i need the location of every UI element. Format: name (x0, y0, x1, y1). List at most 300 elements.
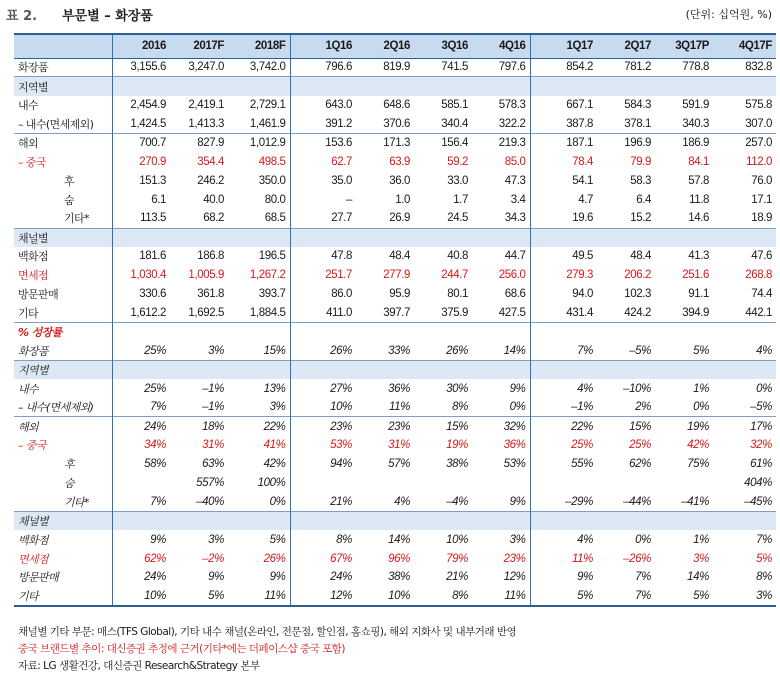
table-cell: 80.0 (228, 190, 290, 209)
column-header: 1Q17 (530, 34, 597, 58)
table-cell (414, 322, 472, 341)
table-cell: –40% (196, 495, 224, 508)
table-cell (356, 228, 414, 247)
table-cell (414, 474, 472, 493)
table-cell: 7% (756, 533, 772, 546)
table-cell (597, 360, 655, 379)
table-cell (356, 322, 414, 341)
table-cell (170, 228, 228, 247)
table-row (14, 474, 776, 493)
table-cell: 10% (112, 587, 170, 606)
table-cell (655, 228, 713, 247)
table-cell: –1% (571, 401, 593, 414)
table-cell: 30% (446, 382, 468, 395)
table-cell: 498.5 (228, 152, 290, 171)
table-cell: 25% (571, 439, 593, 452)
table-cell: 3.4 (472, 190, 530, 209)
table-cell: 38% (388, 571, 410, 584)
table-cell: 8% (336, 533, 352, 546)
table-cell: 584.3 (624, 99, 651, 112)
table-cell: 9% (472, 379, 530, 398)
table-cell: 1.0 (395, 193, 410, 206)
table-cell: 11% (572, 552, 593, 565)
table-cell: 4.7 (578, 193, 593, 206)
table-cell: 36% (472, 436, 530, 455)
column-header: 3Q16 (414, 34, 472, 58)
financial-table (14, 33, 776, 607)
table-cell: 187.1 (530, 134, 597, 153)
table-cell: 4% (577, 382, 593, 395)
table-cell: 1,030.4 (130, 269, 166, 282)
table-cell: 1,012.9 (228, 134, 290, 153)
table-cell: 3,742.0 (228, 58, 290, 77)
table-cell: 5% (530, 587, 597, 606)
table-cell: 643.0 (325, 99, 352, 112)
table-cell: 387.8 (566, 117, 593, 130)
table-cell: 14% (472, 341, 530, 360)
table-cell: 1,461.9 (228, 115, 290, 134)
table-cell: 22% (530, 417, 597, 436)
table-cell: 246.2 (197, 174, 224, 187)
table-cell: 24% (330, 571, 352, 584)
table-cell: 251.7 (325, 269, 352, 282)
table-cell: 94% (330, 458, 352, 471)
table-cell: 171.3 (356, 134, 414, 153)
table-cell: 57% (388, 458, 410, 471)
table-title: 부문별 – 화장품 (62, 9, 153, 24)
table-row (14, 492, 776, 511)
row-label: 숨 (14, 190, 112, 209)
table-cell (356, 474, 414, 493)
footnotes (18, 624, 778, 675)
table-cell (228, 360, 290, 379)
table-cell (530, 511, 597, 530)
table-cell: 0% (472, 398, 530, 417)
table-cell: 3% (208, 344, 224, 357)
table-cell: 80.1 (447, 288, 468, 301)
table-cell: 181.6 (139, 250, 166, 263)
table-cell: 361.8 (197, 288, 224, 301)
table-cell: 27.7 (331, 212, 352, 225)
table-cell (356, 511, 414, 530)
table-cell: 10% (446, 533, 468, 546)
table-cell: 78.4 (572, 155, 593, 168)
table-cell: –45% (744, 495, 772, 508)
table-cell: 5% (693, 344, 709, 357)
table-cell (655, 322, 713, 341)
row-label: 백화점 (14, 247, 112, 266)
table-cell: 34.3 (472, 209, 530, 228)
table-cell: 67% (330, 552, 352, 565)
table-cell (112, 322, 170, 341)
row-label: 방문판매 (14, 285, 112, 304)
table-cell: 219.3 (472, 134, 530, 153)
table-cell: 1,424.5 (130, 117, 166, 130)
table-cell: 42% (687, 439, 709, 452)
table-cell (290, 228, 356, 247)
table-cell: 5% (655, 587, 713, 606)
table-cell: 33.0 (447, 174, 468, 187)
column-header: 2018F (228, 34, 290, 58)
table-row (14, 417, 776, 436)
table-cell: 442.1 (745, 306, 772, 319)
table-row (14, 455, 776, 474)
table-cell: 330.6 (139, 288, 166, 301)
table-cell: 32% (750, 439, 772, 452)
table-cell: 24.5 (447, 212, 468, 225)
table-cell: 9% (577, 571, 593, 584)
table-cell: 397.7 (383, 306, 410, 319)
column-header: 3Q17P (655, 34, 713, 58)
table-cell (112, 474, 170, 493)
table-cell: 15% (597, 417, 655, 436)
table-cell (414, 511, 472, 530)
table-cell: 36.0 (389, 174, 410, 187)
table-cell: 6.4 (636, 193, 651, 206)
table-cell: 26% (228, 549, 290, 568)
table-cell: 55% (571, 458, 593, 471)
table-cell: 153.6 (290, 134, 356, 153)
table-cell: 797.6 (472, 58, 530, 77)
table-row (14, 398, 776, 417)
table-cell: 393.7 (228, 285, 290, 304)
table-cell: 3,155.6 (130, 61, 166, 74)
table-cell: 47.8 (331, 250, 352, 263)
table-row (14, 209, 776, 228)
table-row (14, 436, 776, 455)
table-cell: 15% (228, 341, 290, 360)
table-cell: 102.3 (624, 288, 651, 301)
table-cell: 575.8 (745, 99, 772, 112)
table-cell: –41% (681, 495, 709, 508)
table-cell: 22% (228, 417, 290, 436)
table-cell: 1% (693, 382, 709, 395)
table-cell: 53% (472, 455, 530, 474)
table-cell: 27% (330, 382, 352, 395)
table-cell: 96% (388, 552, 410, 565)
table-cell: 11% (389, 401, 410, 414)
table-cell (655, 474, 713, 493)
table-cell: 375.9 (441, 306, 468, 319)
table-cell: 59.2 (447, 155, 468, 168)
table-cell: 0% (635, 533, 651, 546)
table-cell: 350.0 (228, 171, 290, 190)
table-cell: 7% (635, 571, 651, 584)
table-cell: 85.0 (472, 152, 530, 171)
table-cell: 11% (472, 587, 530, 606)
table-cell (597, 511, 655, 530)
table-cell: 3% (713, 587, 776, 606)
table-cell: 1,005.9 (188, 269, 224, 282)
table-cell (472, 77, 530, 96)
table-cell: 17.1 (751, 193, 772, 206)
table-cell: 3,247.0 (188, 61, 224, 74)
table-cell: 75% (687, 458, 709, 471)
table-cell: 95.9 (389, 288, 410, 301)
column-header: 2017F (170, 34, 228, 58)
table-cell: 307.0 (745, 117, 772, 130)
table-cell: –1% (202, 382, 224, 395)
table-cell: 0% (693, 401, 709, 414)
table-cell (170, 77, 228, 96)
row-label: 후 (14, 455, 112, 474)
table-cell: –26% (623, 552, 651, 565)
table-cell: 41% (228, 436, 290, 455)
table-cell: 0% (756, 382, 772, 395)
table-cell: 15% (414, 417, 472, 436)
row-label: 백화점 (14, 530, 112, 549)
table-cell: 10% (356, 587, 414, 606)
table-cell (170, 360, 228, 379)
table-cell: 206.2 (624, 269, 651, 282)
table-cell: 7% (150, 495, 166, 508)
table-cell: –1% (202, 401, 224, 414)
table-cell: 3% (472, 530, 530, 549)
table-cell: 62% (629, 458, 651, 471)
table-row (14, 58, 776, 77)
table-row (14, 134, 776, 153)
table-row (14, 152, 776, 171)
row-label: % 성장률 (14, 322, 112, 341)
table-cell: 1% (693, 533, 709, 546)
table-cell (290, 511, 356, 530)
footnote-line: 채널별 기타 부문: 매스(TFS Global), 기타 내수 채널(온라인, 전문점, 할인점, 홈쇼핑), 해외 지화사 및 내부거래 반영 (18, 626, 517, 638)
table-cell: 3% (208, 533, 224, 546)
table-cell: 557% (196, 477, 224, 490)
table-cell: 44.7 (472, 247, 530, 266)
table-cell: 100% (228, 474, 290, 493)
table-cell: 17% (713, 417, 776, 436)
table-cell: 57.8 (688, 174, 709, 187)
table-cell: 424.2 (624, 306, 651, 319)
table-cell: 340.3 (682, 117, 709, 130)
table-cell: 394.9 (682, 306, 709, 319)
table-row (14, 96, 776, 115)
table-cell: 25% (629, 439, 651, 452)
row-label: 기타 (14, 304, 112, 323)
table-cell: 76.0 (751, 174, 772, 187)
table-cell: 819.9 (383, 61, 410, 74)
table-number: 표 2. (6, 9, 38, 24)
table-cell: 24% (112, 417, 170, 436)
table-cell: 19% (446, 439, 468, 452)
table-cell: 31% (388, 439, 410, 452)
table-cell: 48.4 (630, 250, 651, 263)
table-cell: 431.4 (566, 306, 593, 319)
table-cell: 31% (202, 439, 224, 452)
table-cell (112, 360, 170, 379)
table-cell: 53% (330, 439, 352, 452)
table-cell: 36% (388, 382, 410, 395)
table-row (14, 379, 776, 398)
row-label: 기타 (14, 587, 112, 606)
table-cell: 10% (330, 401, 352, 414)
title-bar (0, 0, 780, 30)
column-header: 2Q16 (356, 34, 414, 58)
table-cell: 1.7 (453, 193, 468, 206)
table-cell: 23% (472, 549, 530, 568)
table-cell: 86.0 (331, 288, 352, 301)
table-cell: 578.3 (472, 96, 530, 115)
table-cell: 41.3 (688, 250, 709, 263)
header-label-cell (14, 34, 112, 58)
row-label: 내수 (14, 96, 112, 115)
table-row (14, 190, 776, 209)
table-cell: 7% (150, 401, 166, 414)
table-cell (356, 77, 414, 96)
table-cell: 24% (144, 571, 166, 584)
table-row (14, 549, 776, 568)
section-row (14, 360, 776, 379)
table-cell: 8% (414, 587, 472, 606)
table-cell: 832.8 (745, 61, 772, 74)
table-cell (228, 77, 290, 96)
table-row (14, 285, 776, 304)
table-cell: –44% (623, 495, 651, 508)
row-label: 내수 (14, 379, 112, 398)
row-label: 화장품 (14, 341, 112, 360)
table-cell (655, 77, 713, 96)
table-cell: 84.1 (688, 155, 709, 168)
table-cell (472, 228, 530, 247)
table-cell: 277.9 (383, 269, 410, 282)
table-cell: 94.0 (572, 288, 593, 301)
table-cell (228, 511, 290, 530)
table-cell: 370.6 (383, 117, 410, 130)
table-cell: 3% (693, 552, 709, 565)
table-cell: 42% (228, 455, 290, 474)
row-label: 화장품 (14, 58, 112, 77)
table-cell: 68.6 (472, 285, 530, 304)
table-cell (472, 511, 530, 530)
table-cell: – (346, 193, 352, 206)
table-cell: 2% (635, 401, 651, 414)
table-cell: 427.5 (472, 304, 530, 323)
table-cell: 378.1 (624, 117, 651, 130)
table-cell: 113.5 (140, 212, 166, 225)
table-cell: 186.8 (197, 250, 224, 263)
table-cell: 2,729.1 (228, 96, 290, 115)
table-cell (713, 228, 776, 247)
table-cell: 354.4 (197, 155, 224, 168)
table-cell (414, 77, 472, 96)
table-cell: 585.1 (441, 99, 468, 112)
row-label: – 중국 (14, 436, 112, 455)
table-cell: 19.6 (572, 212, 593, 225)
table-cell: 4% (394, 495, 410, 508)
table-cell: 34% (144, 439, 166, 452)
unit-label: (단위: 십억원, %) (685, 8, 772, 21)
table-cell (290, 322, 356, 341)
table-cell: 700.7 (112, 134, 170, 153)
table-cell: 7% (577, 344, 593, 357)
table-cell: 33% (388, 344, 410, 357)
table-cell: 186.9 (655, 134, 713, 153)
table-cell: 251.6 (682, 269, 709, 282)
table-cell: 9% (208, 571, 224, 584)
table-cell: 741.5 (441, 61, 468, 74)
section-row (14, 77, 776, 96)
row-label: – 내수(면세제외) (14, 115, 112, 134)
table-row (14, 568, 776, 587)
row-label: 면세점 (14, 549, 112, 568)
row-label: – 내수(면세제외) (14, 398, 112, 417)
table-cell: 778.8 (682, 61, 709, 74)
table-cell: 62.7 (331, 155, 352, 168)
table-cell (597, 322, 655, 341)
table-cell (655, 511, 713, 530)
table-cell (112, 511, 170, 530)
footnote-line: 중국 브랜드별 추이: 대신증권 추정에 근거(기타*에는 더페이스샵 중국 포함) (18, 643, 345, 655)
table-cell: 11.8 (689, 193, 709, 206)
table-cell: 13% (228, 379, 290, 398)
table-cell: 3% (228, 398, 290, 417)
table-cell: 7% (597, 587, 655, 606)
table-cell (530, 322, 597, 341)
table-row (14, 530, 776, 549)
table-cell: 244.7 (441, 269, 468, 282)
table-cell: 1,267.2 (228, 266, 290, 285)
table-cell: 2,419.1 (188, 99, 224, 112)
table-cell: 667.1 (566, 99, 593, 112)
table-cell (530, 360, 597, 379)
table-cell: 61% (750, 458, 772, 471)
table-cell: 151.3 (139, 174, 166, 187)
row-label: 방문판매 (14, 568, 112, 587)
table-cell (228, 228, 290, 247)
table-cell: –5% (750, 401, 772, 414)
table-cell: 270.9 (139, 155, 166, 168)
table-cell: 63.9 (389, 155, 410, 168)
table-cell: 1,692.5 (188, 306, 224, 319)
table-cell: 9% (228, 568, 290, 587)
table-cell: 1,413.3 (188, 117, 224, 130)
column-header: 2016 (112, 34, 170, 58)
table-cell (112, 77, 170, 96)
table-cell: 112.0 (746, 155, 772, 168)
row-label: 해외 (14, 134, 112, 153)
table-row (14, 171, 776, 190)
row-label: – 중국 (14, 152, 112, 171)
table-row (14, 304, 776, 323)
table-cell (112, 228, 170, 247)
table-cell: 91.1 (688, 288, 709, 301)
table-cell: 257.0 (713, 134, 776, 153)
column-header: 1Q16 (290, 34, 356, 58)
column-header: 4Q17F (713, 34, 776, 58)
table-cell: 9% (472, 492, 530, 511)
table-cell: 781.2 (624, 61, 651, 74)
table-cell (472, 474, 530, 493)
table-cell: –4% (446, 495, 468, 508)
table-cell: 8% (452, 401, 468, 414)
table-cell: 58.3 (630, 174, 651, 187)
table-cell (530, 474, 597, 493)
table-cell (655, 360, 713, 379)
table-cell (597, 77, 655, 96)
table-cell: 21% (330, 495, 352, 508)
table-cell (713, 322, 776, 341)
table-cell: 54.1 (572, 174, 593, 187)
row-label: 채널별 (14, 228, 112, 247)
table-cell: 268.8 (745, 269, 772, 282)
table-cell: –10% (623, 382, 651, 395)
table-cell: 68.2 (203, 212, 224, 225)
table-cell: 32% (472, 417, 530, 436)
table-cell: 5% (228, 530, 290, 549)
table-row (14, 587, 776, 606)
table-cell: 79.9 (630, 155, 651, 168)
